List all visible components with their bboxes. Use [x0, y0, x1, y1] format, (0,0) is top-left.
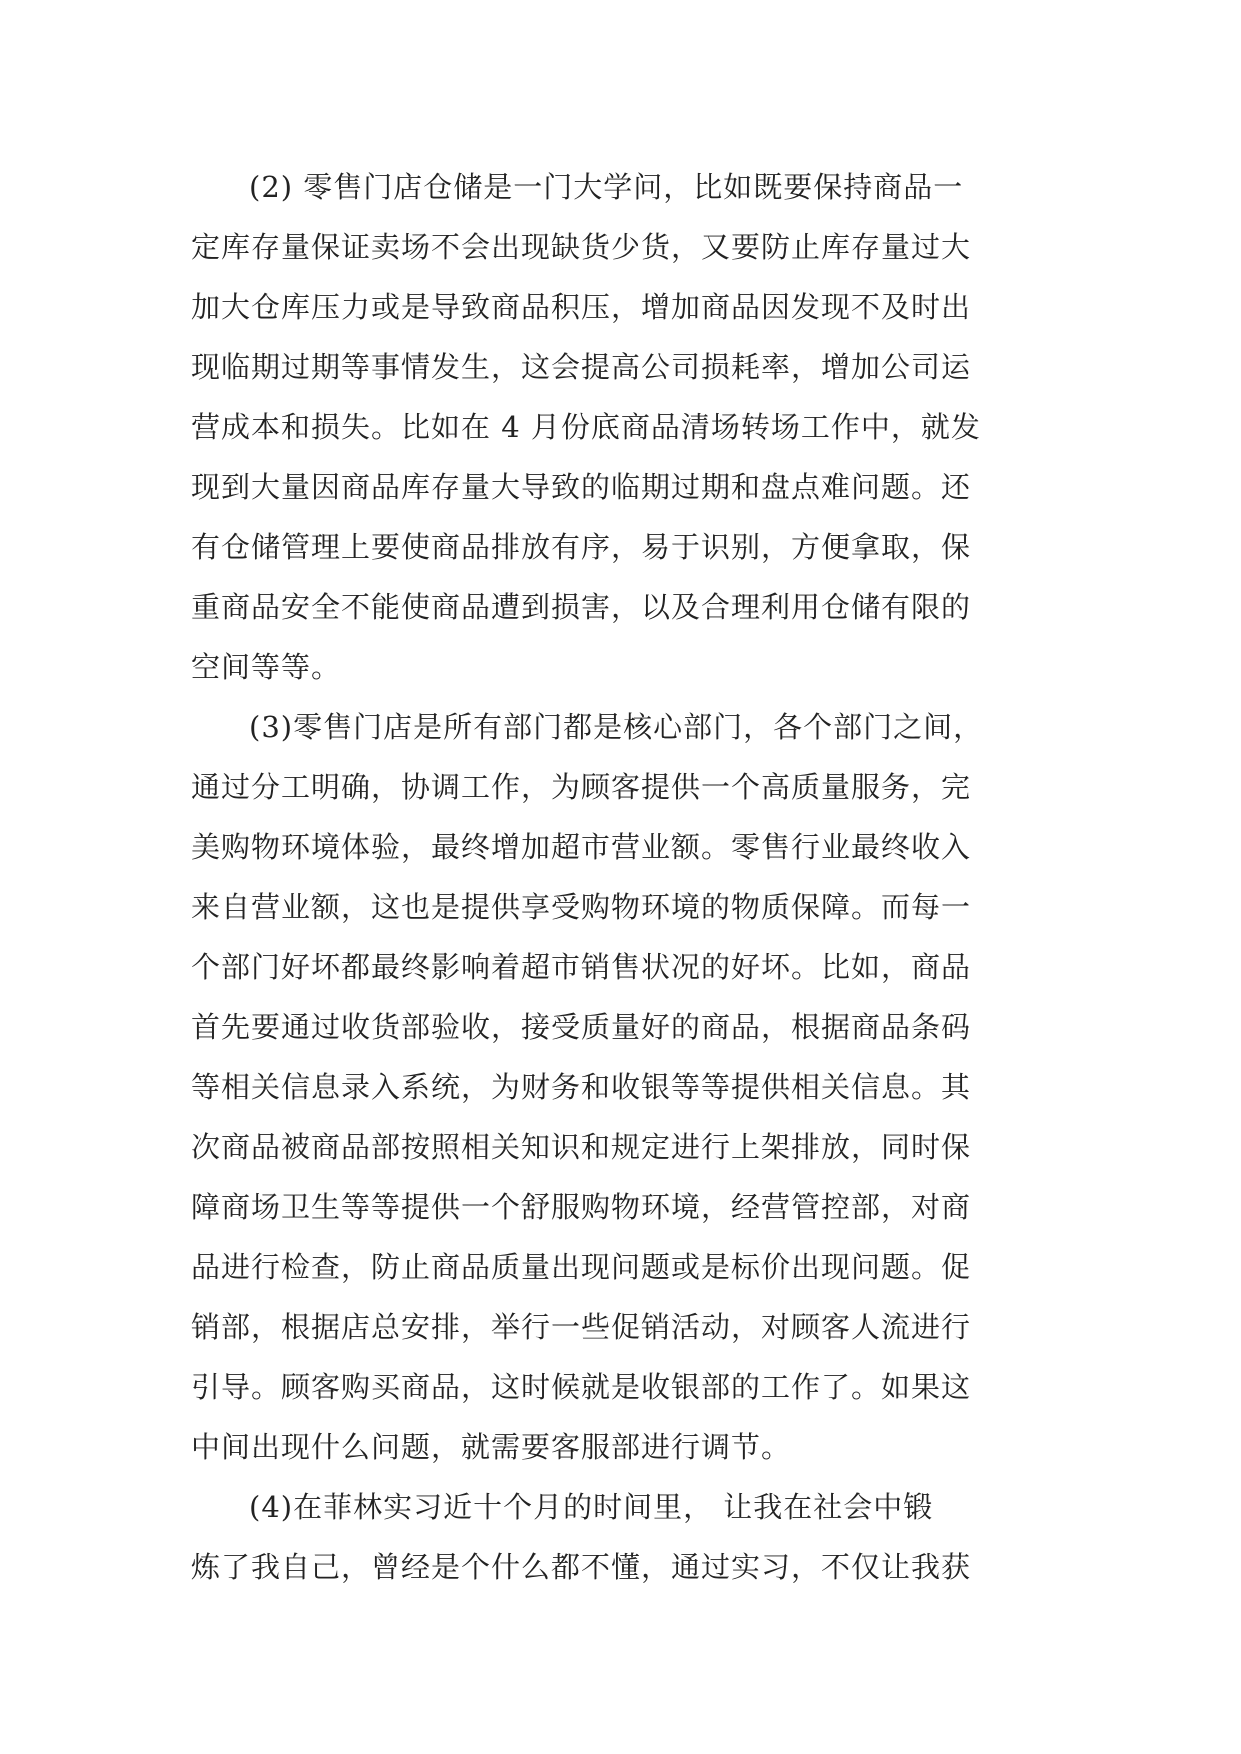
text-line: 有仓储管理上要使商品排放有序，易于识别，方便拿取，保	[191, 530, 972, 564]
text-line: 重商品安全不能使商品遭到损害，以及合理利用仓储有限的	[191, 590, 972, 624]
text-line: 定库存量保证卖场不会出现缺货少货，又要防止库存量过大	[191, 230, 972, 264]
paragraph-4	[191, 1477, 1051, 1597]
text-line: 现临期过期等事情发生，这会提高公司损耗率，增加公司运	[191, 350, 972, 384]
text-line: 现到大量因商品库存量大导致的临期过期和盘点难问题。还	[191, 470, 972, 504]
text-line: 次商品被商品部按照相关知识和规定进行上架排放，同时保	[191, 1130, 972, 1164]
text-line: 加大仓库压力或是导致商品积压，增加商品因发现不及时出	[191, 290, 972, 324]
body-text	[191, 157, 1051, 1597]
text-line: 营成本和损失。比如在 4 月份底商品清场转场工作中，就发	[191, 410, 981, 444]
text-line: 空间等等。	[191, 650, 342, 684]
text-line: 美购物环境体验，最终增加超市营业额。零售行业最终收入	[191, 830, 972, 864]
text-line: 个部门好坏都最终影响着超市销售状况的好坏。比如，商品	[191, 950, 972, 984]
text-line: 首先要通过收货部验收，接受质量好的商品，根据商品条码	[191, 1010, 972, 1044]
text-line: (4)在菲林实习近十个月的时间里， 让我在社会中锻	[249, 1490, 934, 1524]
text-line: 障商场卫生等等提供一个舒服购物环境，经营管控部，对商	[191, 1190, 972, 1224]
text-line: 品进行检查，防止商品质量出现问题或是标价出现问题。促	[191, 1250, 972, 1284]
paragraph-3	[191, 697, 1051, 1477]
text-line: 来自营业额，这也是提供享受购物环境的物质保障。而每一	[191, 890, 972, 924]
text-line: 炼了我自己，曾经是个什么都不懂，通过实习，不仅让我获	[191, 1550, 972, 1584]
text-line: 通过分工明确，协调工作，为顾客提供一个高质量服务，完	[191, 770, 972, 804]
text-line: 中间出现什么问题，就需要客服部进行调节。	[191, 1430, 792, 1464]
text-line: 引导。顾客购买商品，这时候就是收银部的工作了。如果这	[191, 1370, 972, 1404]
paragraph-2	[191, 157, 1051, 697]
text-line: (2) 零售门店仓储是一门大学问，比如既要保持商品一	[249, 170, 964, 204]
text-line: 销部，根据店总安排，举行一些促销活动，对顾客人流进行	[191, 1310, 972, 1344]
text-line: 等相关信息录入系统，为财务和收银等等提供相关信息。其	[191, 1070, 972, 1104]
text-line: (3)零售门店是所有部门都是核心部门，各个部门之间，	[249, 710, 984, 744]
